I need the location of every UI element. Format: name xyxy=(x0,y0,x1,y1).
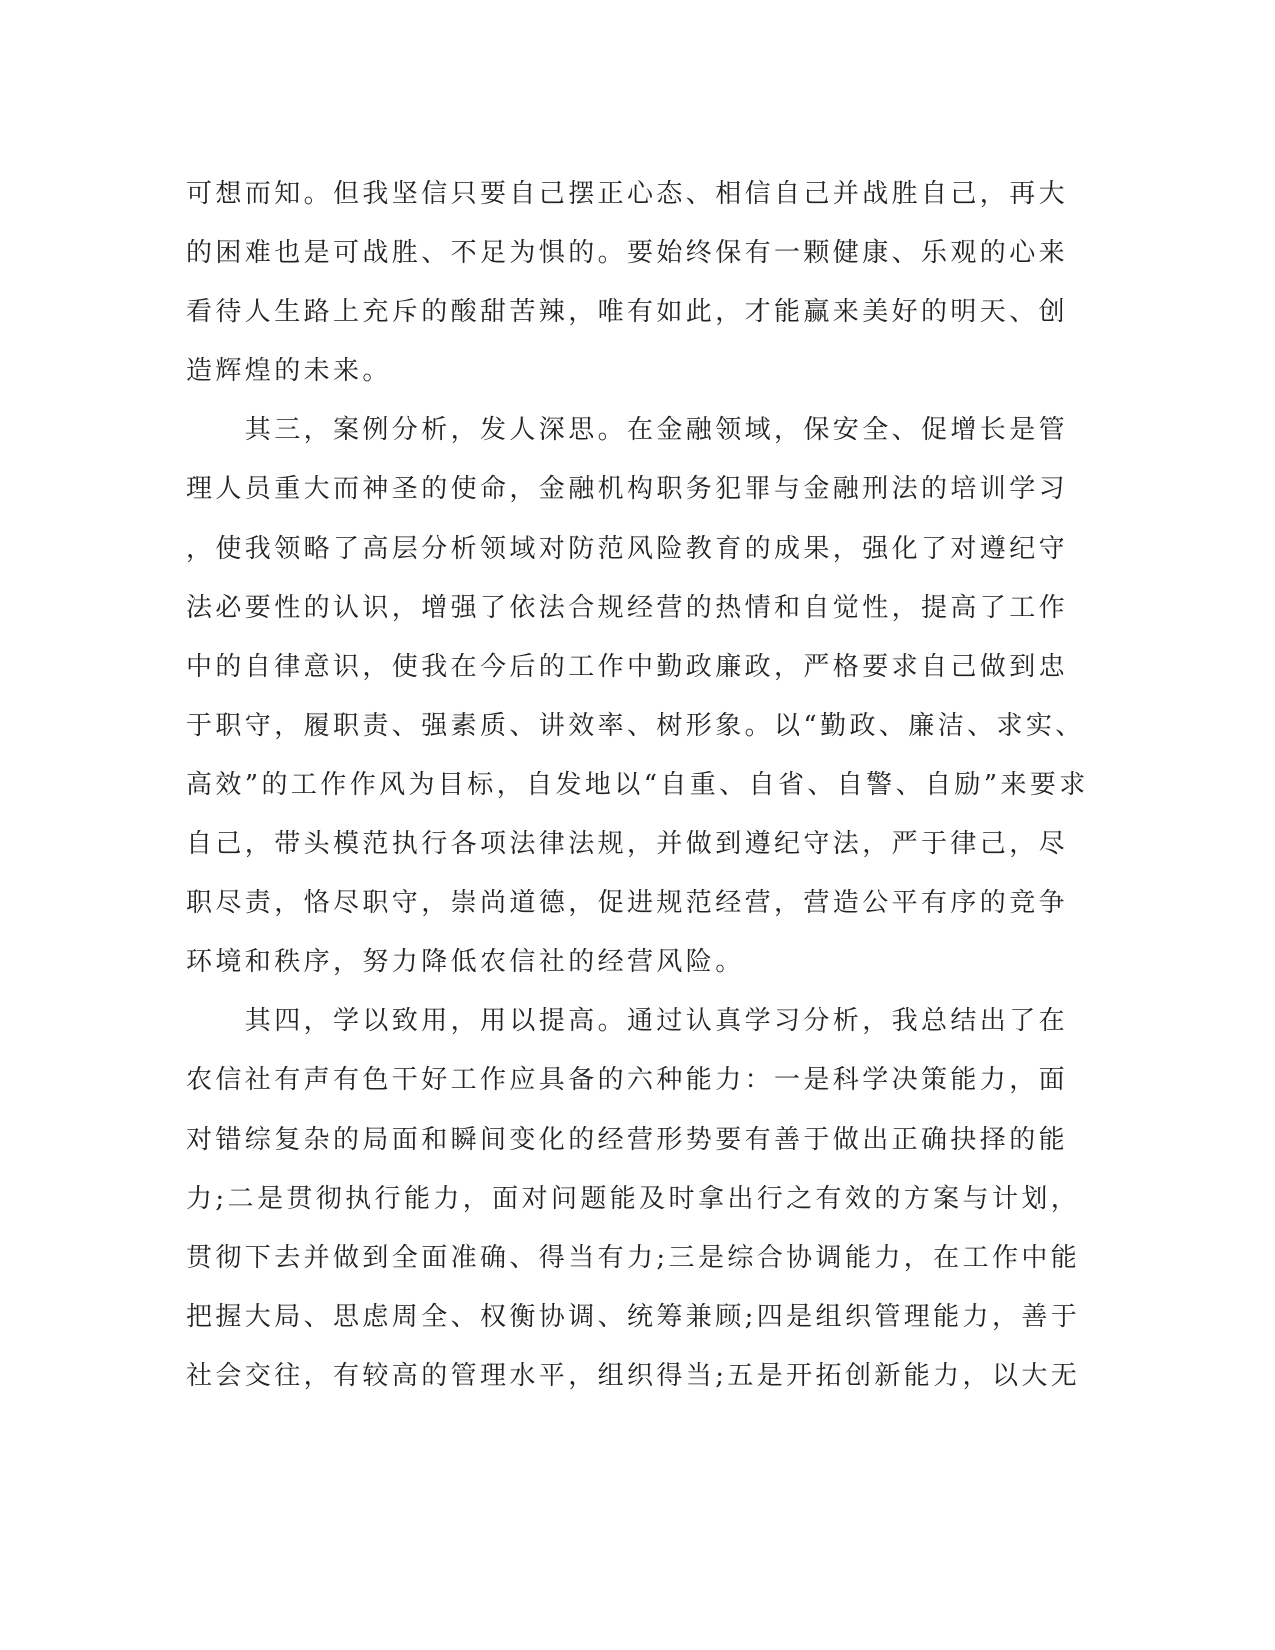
text-line: 中的自律意识，使我在今后的工作中勤政廉政，严格要求自己做到忠 xyxy=(186,651,1069,682)
text-line: 可想而知。但我坚信只要自己摆正心态、相信自己并战胜自己，再大 xyxy=(186,179,1069,209)
body-text xyxy=(186,165,1089,1406)
text-line: 把握大局、思虑周全、权衡协调、统筹兼顾;四是组织管理能力，善于 xyxy=(186,1301,1081,1332)
text-line: 的困难也是可战胜、不足为惧的。要始终保有一颗健康、乐观的心来 xyxy=(186,238,1069,269)
text-line: 理人员重大而神圣的使命，金融机构职务犯罪与金融刑法的培训学习 xyxy=(186,474,1069,505)
text-line: 造辉煌的未来。 xyxy=(186,356,392,387)
text-line: 法必要性的认识，增强了依法合规经营的热情和自觉性，提高了工作 xyxy=(186,592,1069,623)
text-line: 职尽责，恪尽职守，崇尚道德，促进规范经营，营造公平有序的竞争 xyxy=(186,888,1069,919)
text-line: 对错综复杂的局面和瞬间变化的经营形势要有善于做出正确抉择的能 xyxy=(186,1124,1069,1155)
text-line: 力;二是贯彻执行能力，面对问题能及时拿出行之有效的方案与计划， xyxy=(186,1183,1081,1214)
text-line: 高效”的工作作风为目标，自发地以“自重、自省、自警、自励”来要求 xyxy=(186,769,1089,800)
text-line: 社会交往，有较高的管理水平，组织得当;五是开拓创新能力，以大无 xyxy=(186,1360,1081,1391)
text-line: 看待人生路上充斥的酸甜苦辣，唯有如此，才能赢来美好的明天、创 xyxy=(186,297,1069,328)
text-line: 其三，案例分析，发人深思。在金融领域，保安全、促增长是管 xyxy=(186,415,1069,446)
text-line: ，使我领略了高层分析领域对防范风险教育的成果，强化了对遵纪守 xyxy=(186,533,1069,564)
text-line: 于职守，履职责、强素质、讲效率、树形象。以“勤政、廉洁、求实、 xyxy=(186,710,1085,741)
text-line: 环境和秩序，努力降低农信社的经营风险。 xyxy=(186,947,745,978)
text-line: 农信社有声有色干好工作应具备的六种能力：一是科学决策能力，面 xyxy=(186,1065,1069,1096)
text-line: 自己，带头模范执行各项法律法规，并做到遵纪守法，严于律己，尽 xyxy=(186,829,1069,860)
text-line: 其四，学以致用，用以提高。通过认真学习分析，我总结出了在 xyxy=(186,1006,1069,1037)
text-line: 贯彻下去并做到全面准确、得当有力;三是综合协调能力，在工作中能 xyxy=(186,1242,1081,1273)
